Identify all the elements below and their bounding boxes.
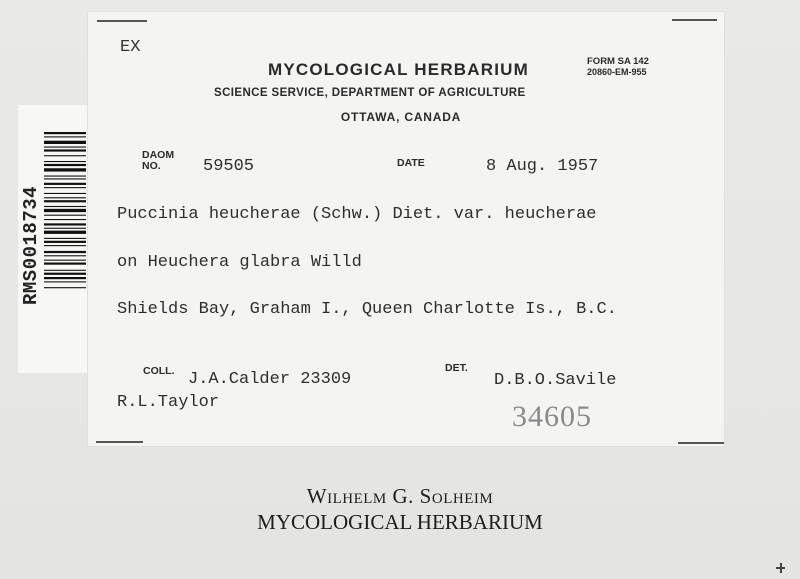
det-caption: DET. <box>445 362 468 374</box>
locality: Shields Bay, Graham I., Queen Charlotte Is., B.C. <box>117 300 617 319</box>
department-line: SCIENCE SERVICE, DEPARTMENT OF AGRICULTURE <box>214 87 526 99</box>
herbarium-owner: Wilhelm G. Solheim <box>306 484 494 508</box>
city-text: OTTAWA, CANADA <box>340 110 462 124</box>
collector: J.A.Calder 23309 <box>188 370 352 389</box>
barcode-image <box>44 130 86 346</box>
form-code-line1: FORM SA 142 <box>587 56 649 67</box>
daom-number: 59505 <box>203 157 255 176</box>
collection-date: 8 Aug. 1957 <box>486 157 599 176</box>
daom-caption-line1: DAOM <box>142 149 175 161</box>
label-bottom-left-rule <box>96 441 143 443</box>
daom-caption <box>142 150 174 172</box>
label-bottom-right-rule <box>678 442 724 444</box>
daom-caption-line2: NO. <box>142 160 161 172</box>
form-code-line2: 20860-EM-955 <box>587 67 647 77</box>
host-name: on Heuchera glabra Willd <box>117 253 362 272</box>
species-name: Puccinia heucherae (Schw.) Diet. var. heucherae <box>117 205 597 224</box>
accession-number: 34605 <box>512 400 592 433</box>
form-code <box>587 56 649 78</box>
label-title: MYCOLOGICAL HERBARIUM <box>268 60 529 79</box>
collector-2: R.L.Taylor <box>117 393 220 412</box>
barcode-number: RMS0018734 <box>20 185 42 305</box>
ex-stamp: EX <box>120 38 141 57</box>
date-caption: DATE <box>397 157 425 169</box>
corner-mark-vertical <box>780 563 782 573</box>
herbarium-name: MYCOLOGICAL HERBARIUM <box>257 510 543 534</box>
coll-caption: COLL. <box>143 365 175 377</box>
determiner: D.B.O.Savile <box>494 371 617 390</box>
label-top-left-rule <box>97 20 147 22</box>
label-top-right-rule <box>672 19 717 21</box>
city-line <box>0 110 800 124</box>
